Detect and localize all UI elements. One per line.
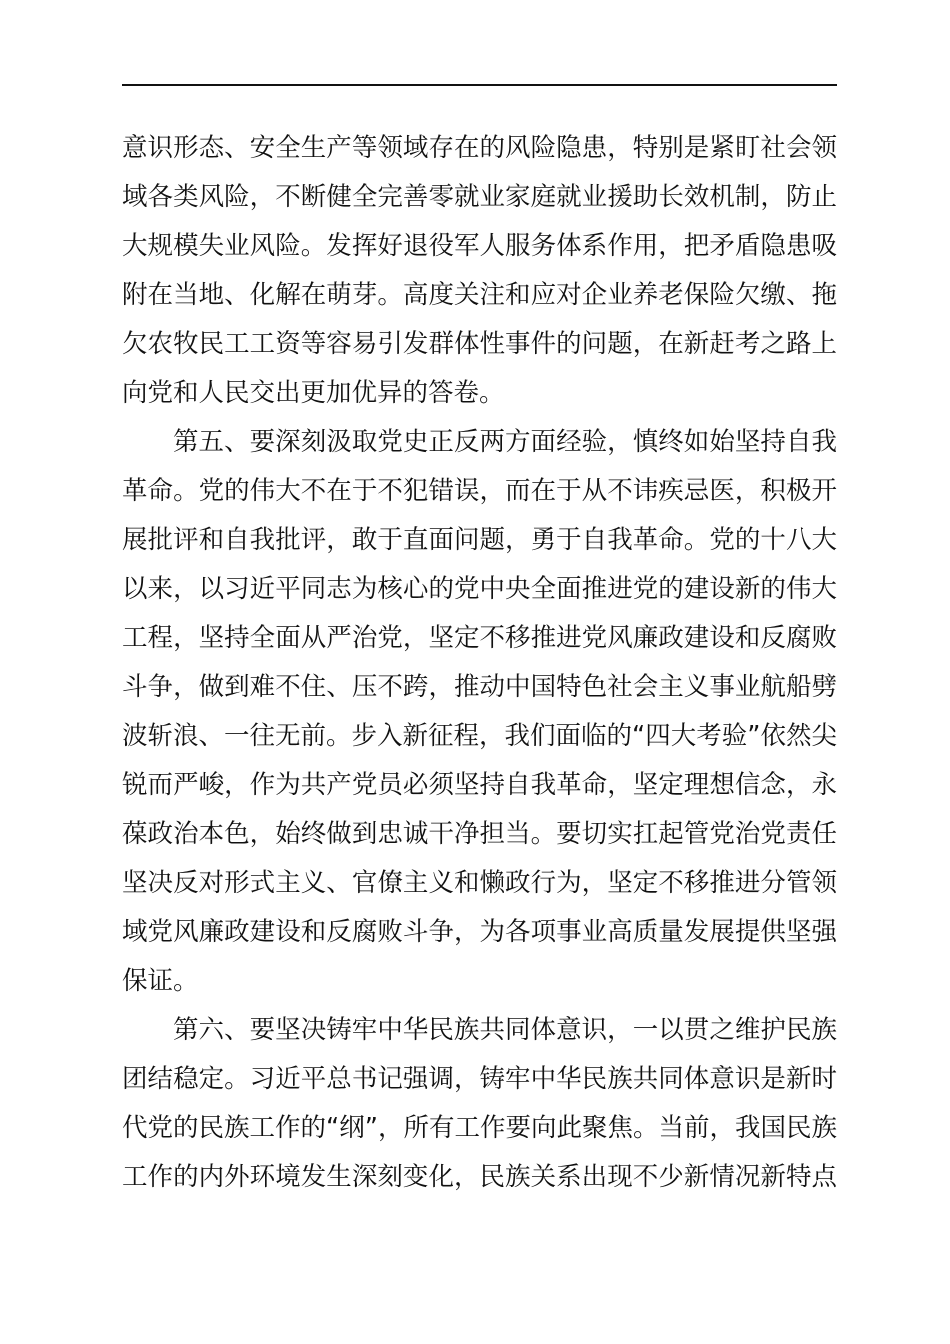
text-line: 附在当地、化解在萌芽。高度关注和应对企业养老保险欠缴、拖 [122,280,837,310]
text-line: 团结稳定。习近平总书记强调，铸牢中华民族共同体意识是新时 [122,1064,837,1094]
text-line: 以来，以习近平同志为核心的党中央全面推进党的建设新的伟大 [122,574,837,604]
header-rule [122,84,837,86]
text-line: 葆政治本色，始终做到忠诚干净担当。要切实扛起管党治党责任 [122,819,837,849]
text-line: 坚决反对形式主义、官僚主义和懒政行为，坚定不移推进分管领 [122,868,837,898]
text-line: 工作的内外环境发生深刻变化，民族关系出现不少新情况新特点 [122,1162,837,1192]
text-line: 域各类风险，不断健全完善零就业家庭就业援助长效机制，防止 [122,182,837,212]
text-line: 锐而严峻，作为共产党员必须坚持自我革命，坚定理想信念，永 [122,770,837,800]
text-line: 斗争，做到难不住、压不跨，推动中国特色社会主义事业航船劈 [122,672,837,702]
body-text [122,124,837,1202]
text-line: 代党的民族工作的“纲”，所有工作要向此聚焦。当前，我国民族 [122,1113,837,1143]
text-line: 域党风廉政建设和反腐败斗争，为各项事业高质量发展提供坚强 [122,917,837,947]
paragraph-fifth [122,418,837,1006]
text-line: 保证。 [122,966,199,996]
text-line: 大规模失业风险。发挥好退役军人服务体系作用，把矛盾隐患吸 [122,231,837,261]
text-line: 展批评和自我批评，敢于直面问题，勇于自我革命。党的十八大 [122,525,837,555]
text-line: 第五、要深刻汲取党史正反两方面经验，慎终如始坚持自我 [173,427,837,457]
text-line: 工程，坚持全面从严治党，坚定不移推进党风廉政建设和反腐败 [122,623,837,653]
text-line: 波斩浪、一往无前。步入新征程，我们面临的“四大考验”依然尖 [122,721,837,751]
text-line: 向党和人民交出更加优异的答卷。 [122,378,505,408]
text-line: 欠农牧民工工资等容易引发群体性事件的问题，在新赶考之路上 [122,329,837,359]
text-line: 意识形态、安全生产等领域存在的风险隐患，特别是紧盯社会领 [122,133,837,163]
paragraph-continued [122,124,837,418]
paragraph-sixth [122,1006,837,1202]
text-line: 第六、要坚决铸牢中华民族共同体意识，一以贯之维护民族 [173,1015,837,1045]
text-line: 革命。党的伟大不在于不犯错误，而在于从不讳疾忌医，积极开 [122,476,837,506]
